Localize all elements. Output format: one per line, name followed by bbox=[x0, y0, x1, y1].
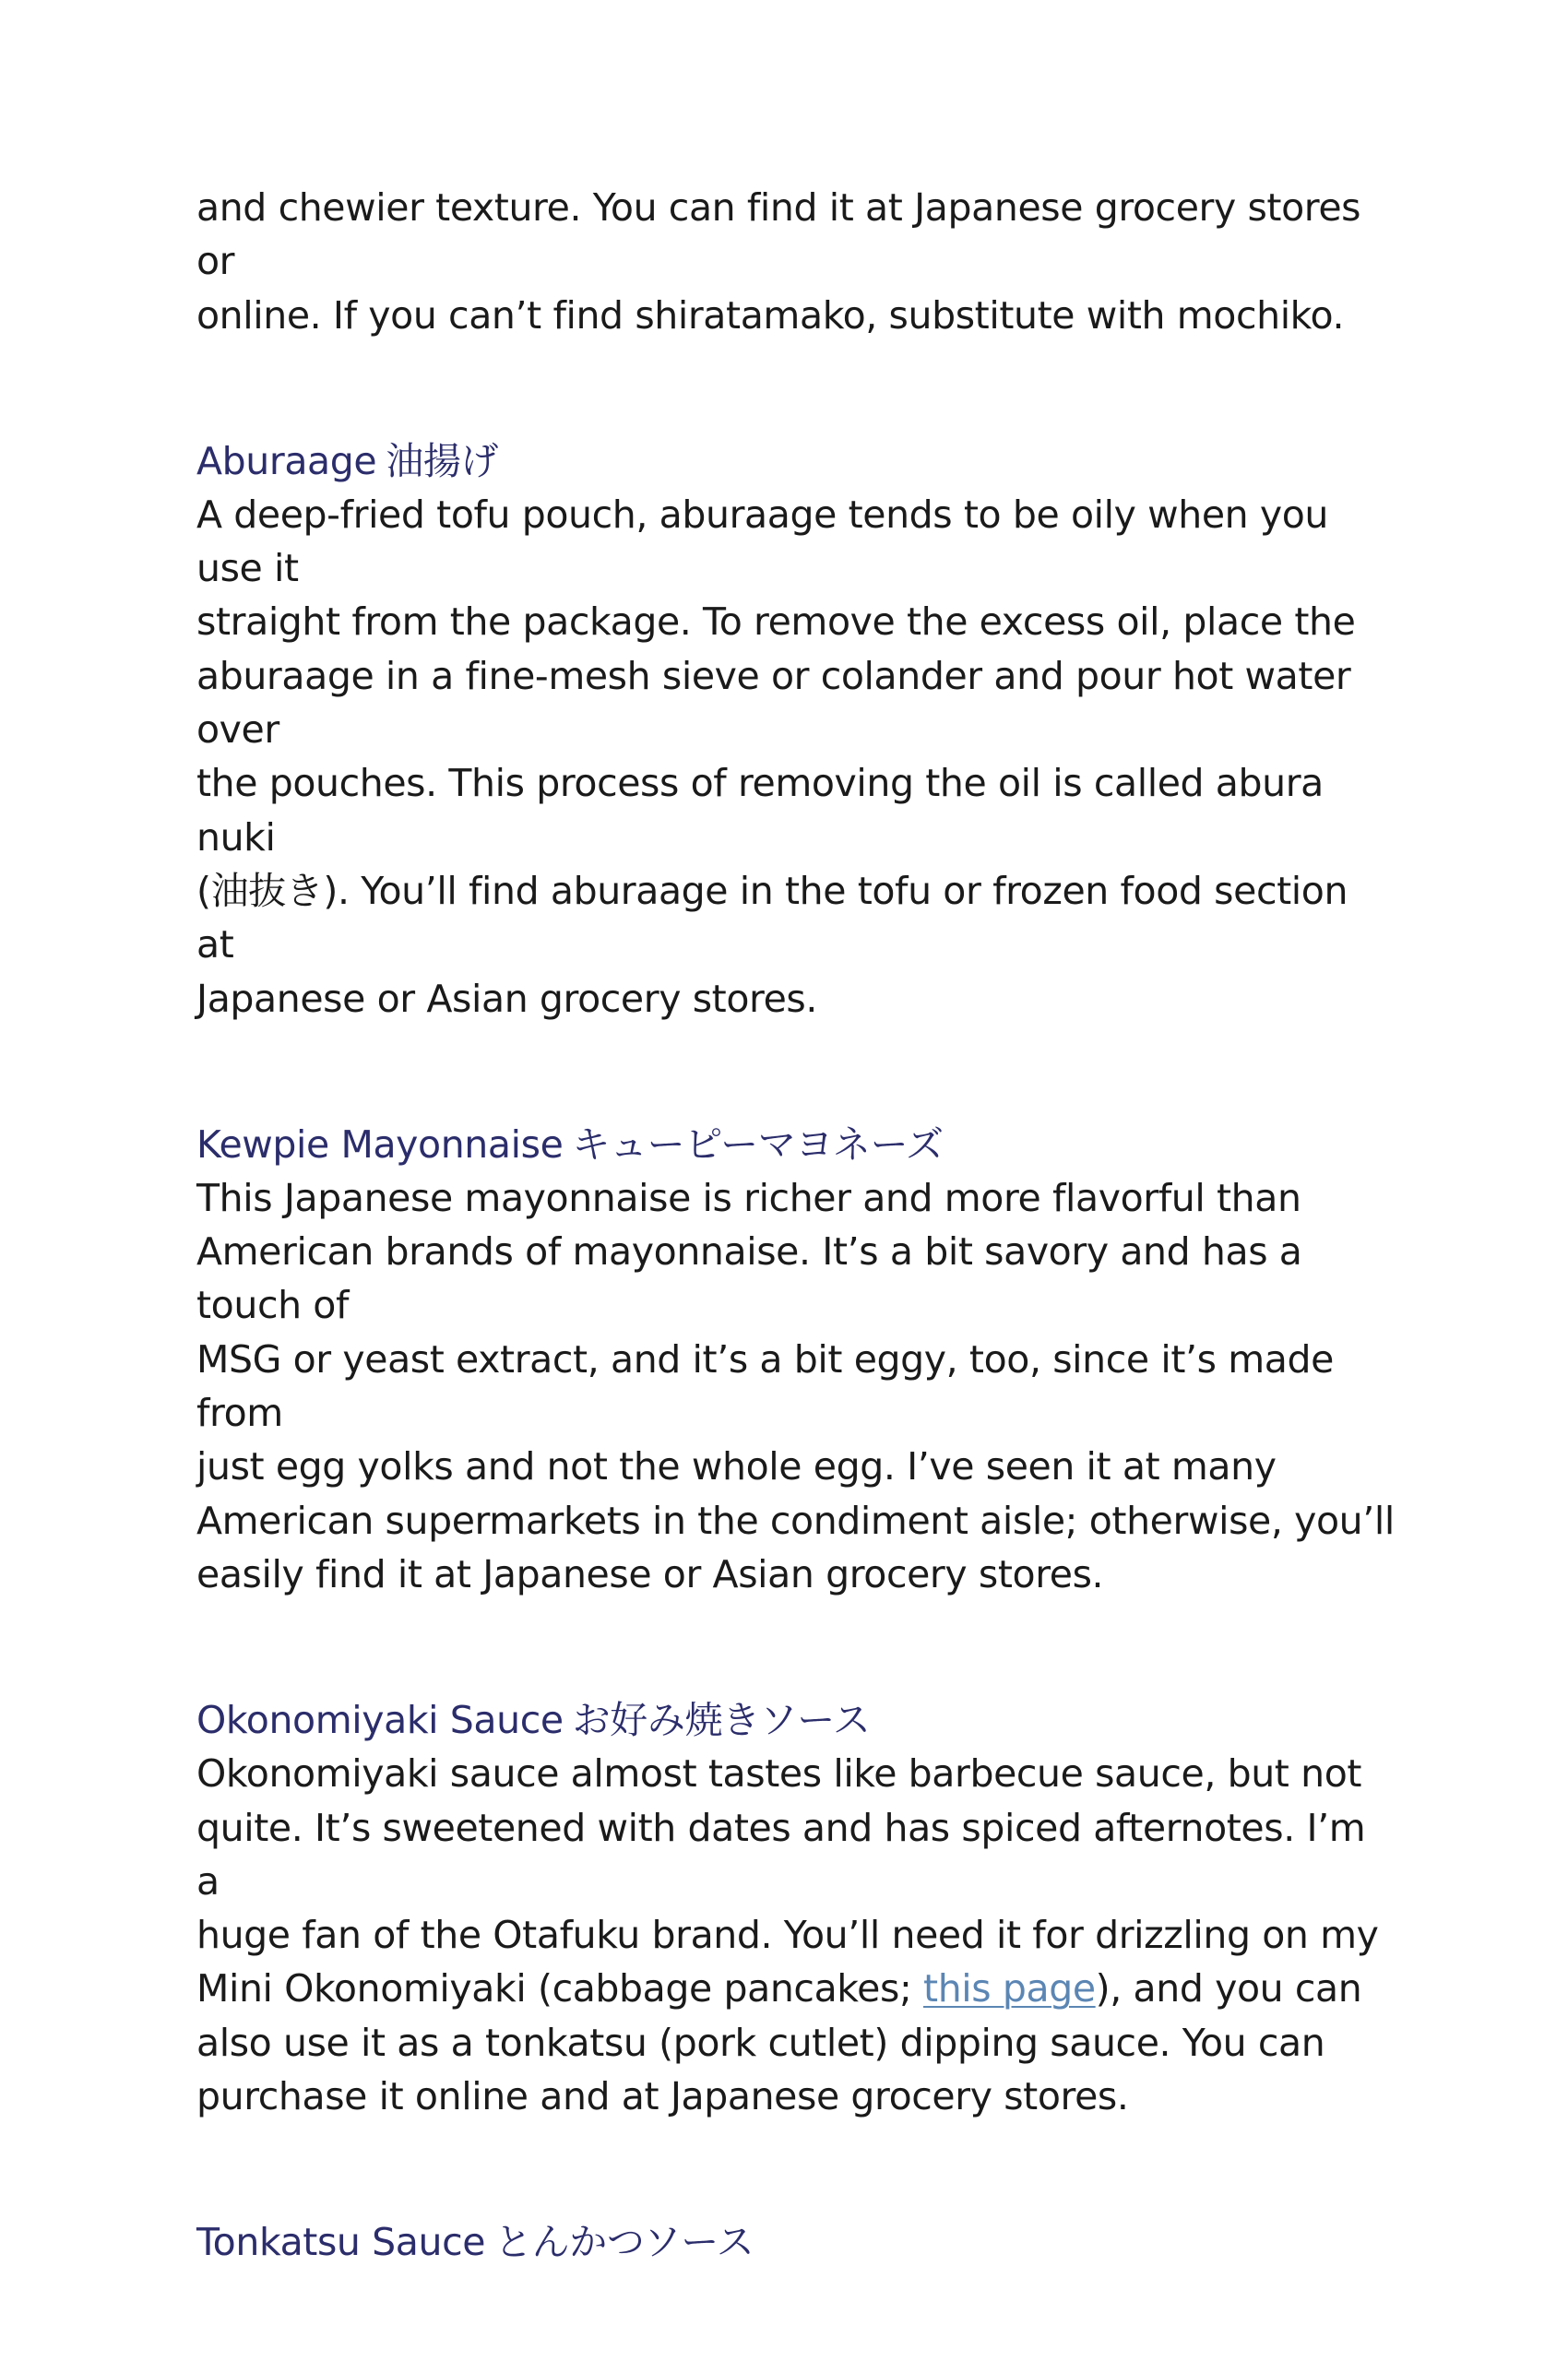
entry-heading bbox=[196, 1693, 1396, 1747]
entry-heading bbox=[196, 2215, 1396, 2269]
entry-heading-jp: とんかつソース bbox=[494, 2220, 754, 2265]
document-page bbox=[196, 181, 1396, 2361]
entry-tonkatsu-sauce bbox=[196, 2215, 1396, 2269]
entry-body-text-before-link: Okonomiyaki sauce almost tastes like barbecue sauce, but not quite. It’s sweetened with dates and has spiced afternotes. I’m a huge fan of the Otafuku brand. You’ll need it for drizzling on my Mini Okonomiyaki (cabbage pancakes; bbox=[196, 1751, 1379, 2011]
entry-heading bbox=[196, 434, 1396, 488]
entry-body: A deep-fried tofu pouch, aburaage tends to be oily when you use it straight from the package. To remove the excess oil, place the aburaage in a fine-mesh sieve or colander and pour hot water over the pouches. This process of removing the oil is called abura nuki (油抜き). You’ll find aburaage in the tofu or frozen food section at Japanese or Asian grocery stores. bbox=[196, 492, 1356, 1021]
entry-heading-jp: キューピーマヨネーズ bbox=[572, 1121, 944, 1167]
entry-heading-en: Kewpie Mayonnaise bbox=[196, 1121, 564, 1167]
entry-body: This Japanese mayonnaise is richer and more flavorful than American brands of mayonnaise. It’s a bit savory and has a touch of MSG or yeast extract, and it’s a bit eggy, too, since it’s made from just egg yolks and not the whole egg. I’ve seen it at many American supermarkets in the condiment aisle; otherwise, you’ll easily find it at Japanese or Asian grocery stores. bbox=[196, 1175, 1395, 1596]
entry-heading-jp: お好み焼きソース bbox=[572, 1698, 871, 1743]
entry-heading-en: Aburaage bbox=[196, 438, 377, 483]
entry-kewpie-mayonnaise bbox=[196, 1118, 1396, 1601]
this-page-link[interactable]: this page bbox=[923, 1966, 1096, 2011]
entry-aburaage bbox=[196, 434, 1396, 1026]
entry-okonomiyaki-sauce bbox=[196, 1693, 1396, 2123]
intro-paragraph: and chewier texture. You can find it at Japanese grocery stores or online. If you can’t find shiratamako, substitute with mochiko. bbox=[196, 185, 1361, 338]
entry-heading-en: Okonomiyaki Sauce bbox=[196, 1698, 564, 1743]
entry-heading bbox=[196, 1118, 1396, 1171]
entry-body-text-after-link: ), and you can also use it as a tonkatsu (pork cutlet) dipping sauce. You can purchase it online and at Japanese grocery stores. bbox=[196, 1966, 1362, 2119]
entry-body bbox=[196, 1747, 1396, 2123]
entry-heading-jp: 油揚げ bbox=[386, 438, 499, 483]
entry-heading-en: Tonkatsu Sauce bbox=[196, 2220, 486, 2265]
